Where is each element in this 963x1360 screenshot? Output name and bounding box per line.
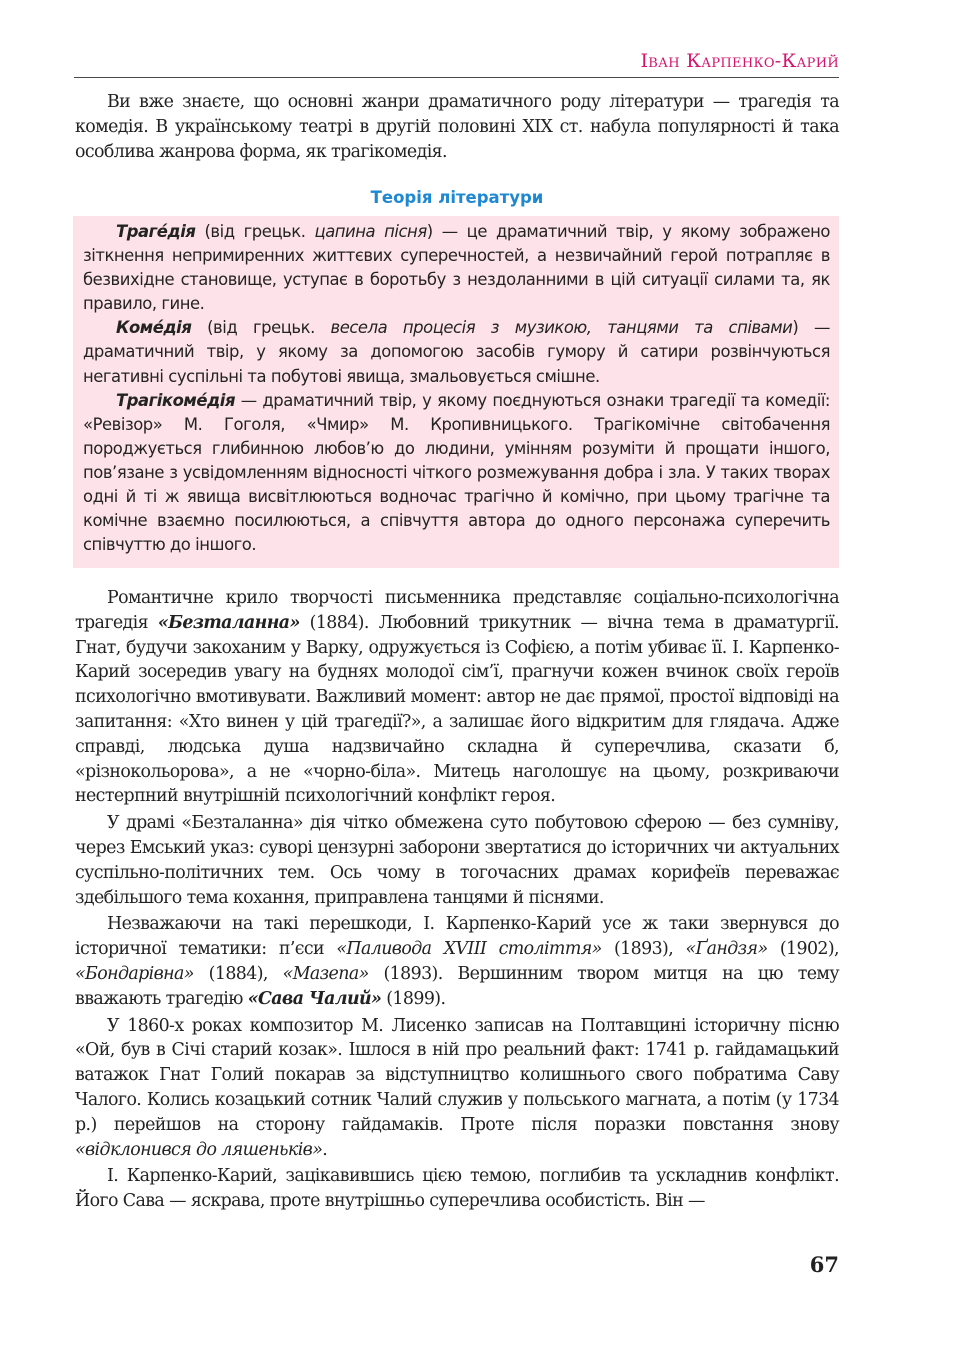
theory-definition-box [73, 216, 839, 568]
text-run: (1893). Вершинним твором митця на цю тему вважають трагедію [75, 963, 839, 1009]
text-run: (1884), [193, 963, 283, 984]
term-tragedy: Траге́дія [116, 222, 196, 241]
text-run: Незважаючи на такі перешкоди, І. Карпенко-Карий усе ж таки звернувся до історичної тематики: п’єси [75, 914, 839, 960]
running-header-title: Іван Карпенко-Карий [640, 50, 839, 72]
theory-heading: Теорія літератури [370, 188, 544, 207]
body-paragraph-3 [75, 912, 839, 1011]
text-run: Романтичне крило творчості письменника представляє соціально-психологічна трагедія [75, 588, 839, 633]
tragicomedy-definition: — драматичний твір, у якому поєднуються ознаки трагедії та комедії: «Ревізор» М. Гоголя, «Чмир» М. Кропивницького. Трагікомічне світобачення породжується глибинною любов’ю до людини, умінням розуміти й прощати іншого, пов’язане з усвідомленням відносності чіткого розмежування добра і зла. У таких творах одні й ті ж явища висвітлюються водночас трагічно й комічно, при цьому трагічне та комічне взаємно посилюються, а співчуття автора до одного персонажа суперечить співчуттю до іншого. [83, 390, 830, 555]
work-title-gandzia: «Ґандзя» [685, 939, 768, 960]
text-run: (1899). [381, 988, 446, 1009]
definition-tragicomedy [83, 389, 830, 558]
intro-section [75, 90, 839, 164]
comedy-origin: весела процесія з музикою, танцями та співами [330, 318, 793, 338]
text-run: (1884). Любовний трикутник — вічна тема в драматургії. Гнат, будучи закоханим у Варку, одружується із Софією, а потім убиває її. І. Карпенко-Карий зосередив увагу на буднях молодої сім’ї, прагнучи кожен вчинок своїх героїв психологічно вмотивувати. Важливий момент: автор не дає прямої, простої відповіді на запитання: «Хто винен у цій трагедії?», а залишає його відкритим для глядача. Адже справді, людська душа надзвичайно складна й суперечлива, сказати б, «різнокольорова», а не «чорно-біла». Митець наголошує на цьому, розкриваючи нестерпний внутрішній психологічний конфлікт героя. [75, 612, 839, 807]
work-title-beztalanna: «Безталанна» [157, 612, 300, 633]
song-quote: «відклонився до ляшеньків» [75, 1139, 323, 1160]
definition-tragedy [83, 220, 830, 316]
body-paragraph-2: У драмі «Безталанна» дія чітко обмежена суто побутовою сферою — без сумніву, через Емський указ: суворі цензурні заборони звертатися до історичних чи актуальних суспільно-політичних тем. Ось чому в тогочасних драмах корифеїв переважає здебільшого тема кохання, приправлена танцями й піснями. [75, 813, 839, 908]
tragedy-origin-prefix: (від грецьк. [195, 222, 315, 241]
comedy-definition: ) — драматичний твір, у якому за допомогою засобів гумору й сатири розвінчуються негативні суспільні та побутові явища, змальовується смішне. [83, 318, 830, 386]
body-paragraph-4 [75, 1014, 839, 1163]
text-run: (1893), [601, 939, 686, 960]
header-rule [74, 77, 839, 78]
text-run: (1902), [767, 939, 839, 960]
definition-comedy [83, 316, 830, 388]
work-title-palyvoda: «Паливода XVIII століття» [336, 939, 602, 960]
tragedy-origin: цапина пісня [314, 222, 427, 241]
term-comedy: Коме́дія [116, 318, 192, 338]
work-title-sava-chalyi: «Сава Чалий» [247, 988, 382, 1009]
intro-paragraph: Ви вже знаєте, що основні жанри драматичного роду літератури — трагедія та комедія. В українському театрі в другій половині XIX ст. набула популярності й така особлива жанрова форма, як трагікомедія. [75, 92, 839, 162]
tragedy-definition: ) — це драматичний твір, у якому зображено зіткнення непримиренних життєвих суперечностей, а незвичайний герой потрапляє в безвихідне становище, уступає в боротьбу з нездоланними в цій ситуації силами та, як правило, гине. [83, 222, 830, 314]
work-title-bondarivna: «Бондарівна» [75, 963, 194, 984]
body-paragraph-5: І. Карпенко-Карий, зацікавившись цією темою, поглибив та ускладнив конфлікт. Його Сава — яскрава, проте внутрішньо суперечлива особистість. Він — [75, 1166, 839, 1212]
comedy-origin-prefix: (від грецьк. [191, 318, 331, 338]
body-paragraph-1 [75, 586, 839, 809]
text-run: . [322, 1139, 328, 1160]
page-number: 67 [809, 1252, 839, 1277]
term-tragicomedy: Трагікоме́дія [116, 390, 236, 410]
work-title-mazepa: «Мазепа» [282, 963, 369, 984]
main-text [75, 586, 839, 1216]
text-run: У 1860-х роках композитор М. Лисенко записав на Полтавщині історичну пісню «Ой, був в Січі старий козак». Ішлося в ній про реальний факт: 1741 р. гайдамацький ватажок Гнат Голий покарав за відступництво колишнього свого побратима Саву Чалого. Колись козацький сотник Чалий служив у польського магната, а потім (у 1734 р.) перейшов на сторону гайдамаків. Проте після поразки повстання знову [75, 1015, 839, 1135]
